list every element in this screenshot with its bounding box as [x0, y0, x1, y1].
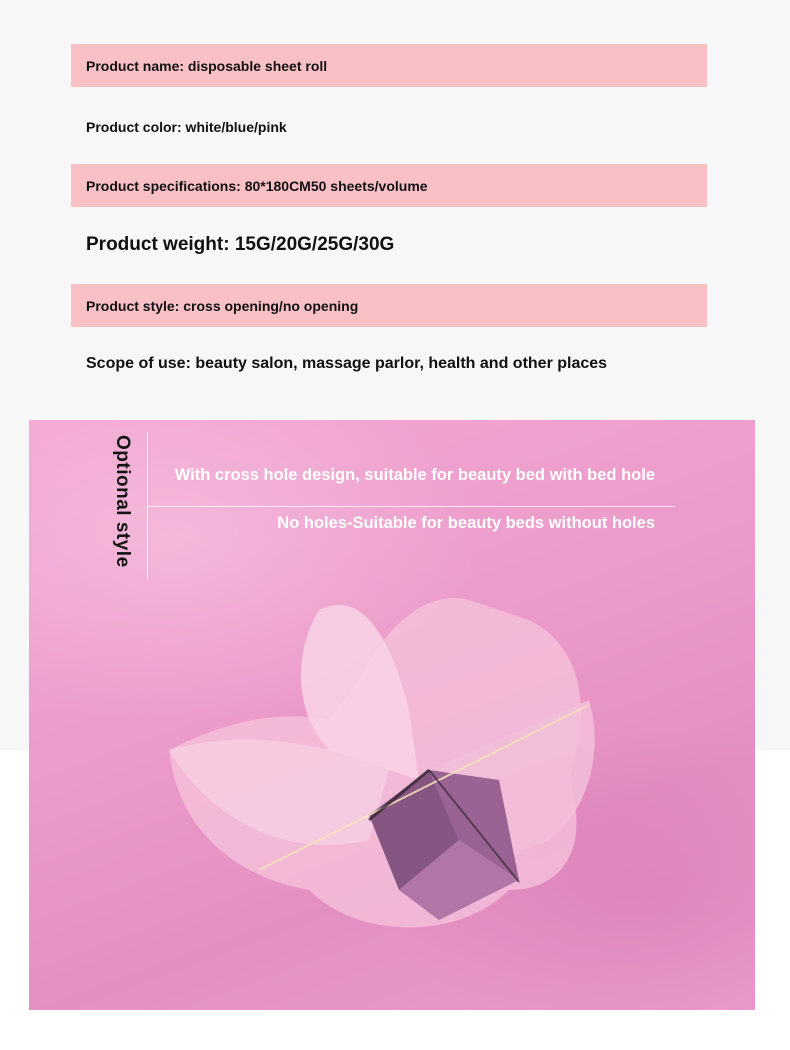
horizontal-divider — [147, 506, 675, 507]
spec-product-color: Product color: white/blue/pink — [86, 119, 287, 135]
option-cross-hole: With cross hole design, suitable for beauty bed with bed hole — [174, 466, 655, 484]
option-no-holes: No holes-Suitable for beauty beds without holes — [277, 514, 655, 532]
spec-product-name: Product name: disposable sheet roll — [71, 44, 707, 87]
spec-product-specifications: Product specifications: 80*180CM50 sheets/volume — [71, 164, 707, 207]
cross-hole-sheet-image — [29, 420, 755, 1010]
spec-product-weight: Product weight: 15G/20G/25G/30G — [86, 234, 395, 255]
spec-scope-of-use: Scope of use: beauty salon, massage parlor, health and other places — [86, 355, 608, 372]
product-photo — [29, 420, 755, 1010]
optional-style-title: Optional style — [112, 435, 133, 568]
spec-product-style: Product style: cross opening/no opening — [71, 284, 707, 327]
